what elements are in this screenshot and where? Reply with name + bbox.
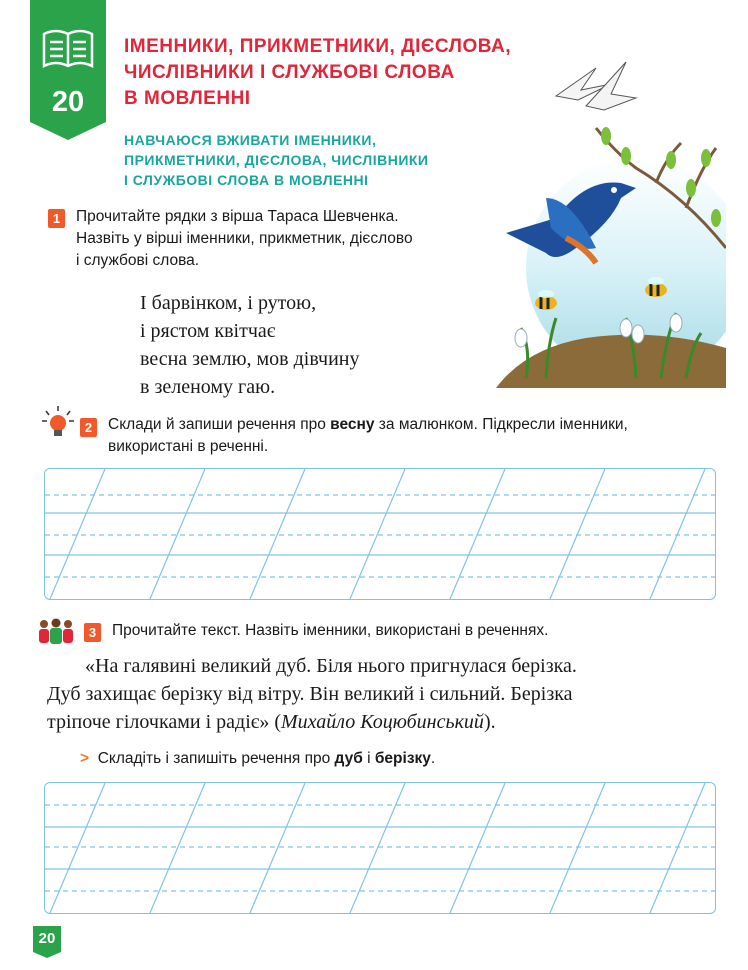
page-number-badge <box>33 926 61 956</box>
task2-keyword: весну <box>330 416 375 433</box>
subtitle-line: І СЛУЖБОВІ СЛОВА В МОВЛЕННІ <box>124 172 369 188</box>
lesson-number: 20 <box>51 86 85 118</box>
task-number: 3 <box>84 623 101 642</box>
subtask-text: Складіть і запишіть речення про <box>97 750 335 767</box>
lightbulb-icon <box>40 404 76 445</box>
lesson-badge <box>30 0 106 140</box>
writing-area[interactable] <box>44 468 716 600</box>
prose-author: Михайло Коцюбинський <box>281 711 484 733</box>
flying-birds-icon <box>556 62 636 110</box>
task-number: 1 <box>48 209 65 228</box>
subtitle-line: НАВЧАЮСЯ ВЖИВАТИ ІМЕННИКИ, <box>124 132 377 148</box>
poem-line: і рястом квітчає <box>140 320 276 342</box>
page-number: 20 <box>38 930 56 947</box>
task1-line: Назвіть у вірші іменники, прикметник, дієслово <box>76 230 413 247</box>
title-line: ІМЕННИКИ, ПРИКМЕТНИКИ, ДІЄСЛОВА, <box>124 36 512 57</box>
task2-instructions <box>108 414 628 458</box>
poem <box>140 289 360 401</box>
task1-line: і службові слова. <box>76 252 200 269</box>
prose-line: «На галявині великий дуб. Біля нього пригнулася берізка. <box>85 655 577 677</box>
subtask-text: і <box>362 750 375 767</box>
prose-line: тріпоче гілочками і радіє» ( <box>47 711 282 733</box>
children-group-icon <box>36 618 76 651</box>
title-line: ЧИСЛІВНИКИ І СЛУЖБОВІ СЛОВА <box>124 62 455 83</box>
prose-text <box>47 652 727 736</box>
poem-line: І барвінком, і рутою, <box>140 292 317 314</box>
writing-area[interactable] <box>44 782 716 914</box>
task2-text: використані в реченні. <box>108 438 269 455</box>
subtask-text: . <box>430 750 436 767</box>
task2-text: за малюнком. Підкресли іменники, <box>374 416 628 433</box>
task3-instructions <box>112 620 548 642</box>
spring-illustration <box>486 48 726 388</box>
task3-text: Прочитайте текст. Назвіть іменники, використані в реченнях. <box>112 622 549 639</box>
chevron-right-icon: > <box>80 750 90 767</box>
title-line: В МОВЛЕННІ <box>124 88 251 109</box>
prose-line: Дуб захищає берізку від вітру. Він великий і сильний. Берізка <box>47 683 573 705</box>
poem-line: весна землю, мов дівчину <box>140 348 360 370</box>
subtask-keyword: берізку <box>374 750 431 767</box>
bee-icon <box>645 277 667 297</box>
subtitle-line: ПРИКМЕТНИКИ, ДІЄСЛОВА, ЧИСЛІВНИКИ <box>124 152 429 168</box>
lesson-subtitle <box>124 130 524 190</box>
bee-icon <box>535 290 557 310</box>
task-number: 2 <box>80 418 97 437</box>
task3-subtask <box>80 748 435 770</box>
task1-line: Прочитайте рядки з вірша Тараса Шевченка. <box>76 208 399 225</box>
prose-line: ). <box>483 711 496 733</box>
poem-line: в зеленому гаю. <box>140 376 276 398</box>
task1-instructions <box>76 206 413 272</box>
subtask-keyword: дуб <box>334 750 363 767</box>
task2-text: Склади й запиши речення про <box>108 416 331 433</box>
